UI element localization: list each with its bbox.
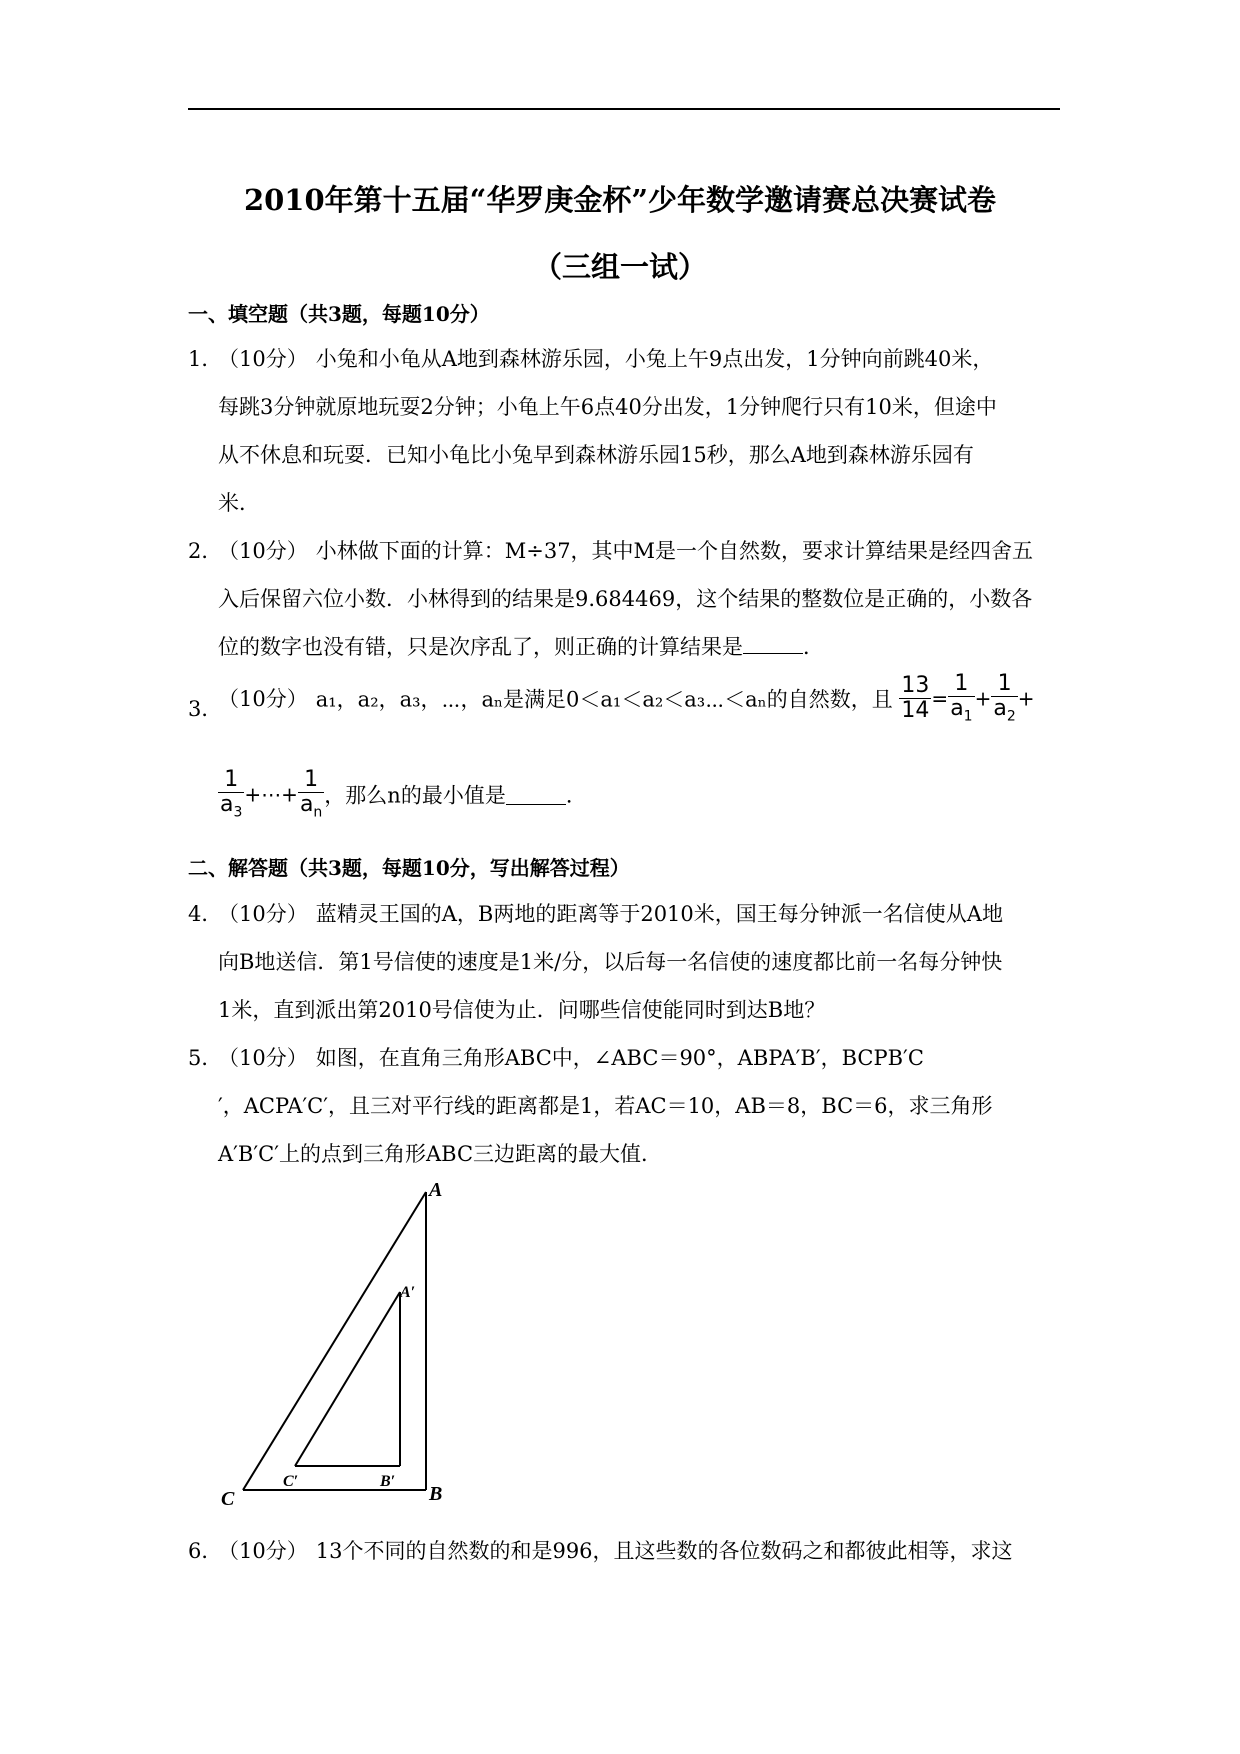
fraction-denominator xyxy=(991,696,1017,725)
fraction-13-14 xyxy=(899,674,931,723)
question-points: （10分） xyxy=(218,902,308,926)
question-3-line-1 xyxy=(218,672,1035,725)
subscript: 1 xyxy=(963,708,973,725)
section-heading-solutions: 二、解答题（共3题，每题10分，写出解答过程） xyxy=(188,856,630,880)
question-1-line-3: 从不休息和玩耍．已知小龟比小兔早到森林游乐园15秒，那么A地到森林游乐园有 xyxy=(218,443,974,467)
question-text: 蓝精灵王国的A，B两地的距离等于2010米，国王每分钟派一名信使从A地 xyxy=(315,902,1003,926)
question-points: （10分） xyxy=(218,539,308,563)
question-5-line-2: ′，ACPA′C′，且三对平行线的距离都是1，若AC＝10，AB＝8，BC＝6，求三角形 xyxy=(218,1094,993,1118)
triangle-figure xyxy=(215,1180,475,1520)
question-points: （10分） xyxy=(218,347,308,371)
question-5-line-1 xyxy=(218,1042,924,1072)
top-rule xyxy=(188,108,1060,110)
question-text: 如图，在直角三角形ABC中，∠ABC＝90°，ABPA′B′，BCPB′C xyxy=(315,1046,924,1070)
fraction-numerator: 13 xyxy=(901,672,930,698)
question-number: 5． xyxy=(188,1046,223,1070)
question-number: 3． xyxy=(188,697,223,721)
plus-sign: + xyxy=(244,782,262,807)
question-4-line-2: 向B地送信．第1号信使的速度是1米/分，以后每一名信使的速度都比前一名每分钟快 xyxy=(218,950,1003,974)
exam-subtitle: （三组一试） xyxy=(532,250,707,284)
fraction-1-an xyxy=(298,768,324,821)
fraction-denominator xyxy=(948,696,974,725)
equals-sign: = xyxy=(931,686,949,711)
answer-blank[interactable] xyxy=(743,632,803,654)
answer-blank[interactable] xyxy=(506,783,566,805)
fraction-1-a2 xyxy=(991,672,1017,725)
label-a-prime: A′ xyxy=(400,1284,416,1301)
question-5-line-3: A′B′C′上的点到三角形ABC三边距离的最大值． xyxy=(218,1142,663,1166)
subscript: n xyxy=(313,804,323,821)
label-c: C xyxy=(221,1488,235,1510)
question-4-line-3: 1米，直到派出第2010号信使为止．问哪些信使能同时到达B地？ xyxy=(218,998,826,1022)
question-text-end: ． xyxy=(803,635,824,659)
exam-title: 2010年第十五届“华罗庚金杯”少年数学邀请赛总决赛试卷 xyxy=(243,183,997,217)
question-text-end: ． xyxy=(565,783,587,808)
question-1-line-4: 米． xyxy=(218,491,260,515)
variable-a: a xyxy=(950,696,964,722)
fraction-numerator: 1 xyxy=(997,671,1012,696)
question-1-line-1 xyxy=(218,343,993,373)
fraction-numerator: 1 xyxy=(954,671,969,696)
question-points: （10分） xyxy=(218,1539,308,1563)
fraction-1-a1 xyxy=(948,672,974,725)
question-2-line-2: 入后保留六位小数．小林得到的结果是9.684469，这个结果的整数位是正确的，小数各 xyxy=(218,587,1033,611)
fraction-1-a3 xyxy=(218,768,244,821)
fraction-denominator xyxy=(218,792,244,821)
plus-sign: + xyxy=(974,686,992,711)
fraction-denominator xyxy=(298,792,324,821)
question-text: a₁，a₂，a₃，⋯，aₙ是满足0＜a₁＜a₂＜a₃⋯＜aₙ的自然数，且 xyxy=(315,687,893,712)
variable-a: a xyxy=(299,792,314,818)
fraction-numerator: 1 xyxy=(224,767,239,792)
label-c-prime: C′ xyxy=(283,1473,299,1490)
question-3-line-2 xyxy=(218,768,587,821)
label-b-prime: B′ xyxy=(380,1473,396,1490)
question-text: 位的数字也没有错，只是次序乱了，则正确的计算结果是 xyxy=(218,635,743,659)
subscript: 3 xyxy=(233,804,243,821)
question-4-line-1 xyxy=(218,898,1003,928)
question-text: ，那么n的最小值是 xyxy=(324,783,506,808)
variable-a: a xyxy=(993,696,1007,722)
plus-sign: + xyxy=(1017,686,1035,711)
question-2-line-3 xyxy=(218,631,824,661)
fraction-denominator: 14 xyxy=(901,697,930,723)
question-number: 4． xyxy=(188,902,223,926)
question-points: （10分） xyxy=(218,1046,308,1070)
label-b: B xyxy=(429,1483,443,1505)
fraction-numerator: 1 xyxy=(304,767,319,792)
edge-ca xyxy=(243,1192,426,1490)
variable-a: a xyxy=(220,792,234,818)
question-text: 小兔和小龟从A地到森林游乐园，小兔上午9点出发，1分钟向前跳40米， xyxy=(315,347,994,371)
subscript: 2 xyxy=(1006,708,1016,725)
label-a: A xyxy=(429,1180,443,1201)
question-number: 2． xyxy=(188,539,223,563)
ellipsis: ⋯ xyxy=(261,782,282,807)
question-number: 6． xyxy=(188,1539,223,1563)
question-2-line-1 xyxy=(218,535,1033,565)
question-6-line-1 xyxy=(218,1535,1013,1565)
question-text: 13个不同的自然数的和是996，且这些数的各位数码之和都彼此相等，求这 xyxy=(315,1539,1013,1563)
question-number: 1． xyxy=(188,347,223,371)
section-heading-fill-in: 一、填空题（共3题，每题10分） xyxy=(188,302,490,326)
plus-sign: + xyxy=(281,782,298,807)
question-points: （10分） xyxy=(218,687,308,712)
question-text: 小林做下面的计算：M÷37，其中M是一个自然数，要求计算结果是经四舍五 xyxy=(315,539,1034,563)
question-1-line-2: 每跳3分钟就原地玩耍2分钟；小龟上午6点40分出发，1分钟爬行只有10米，但途中 xyxy=(218,395,997,419)
